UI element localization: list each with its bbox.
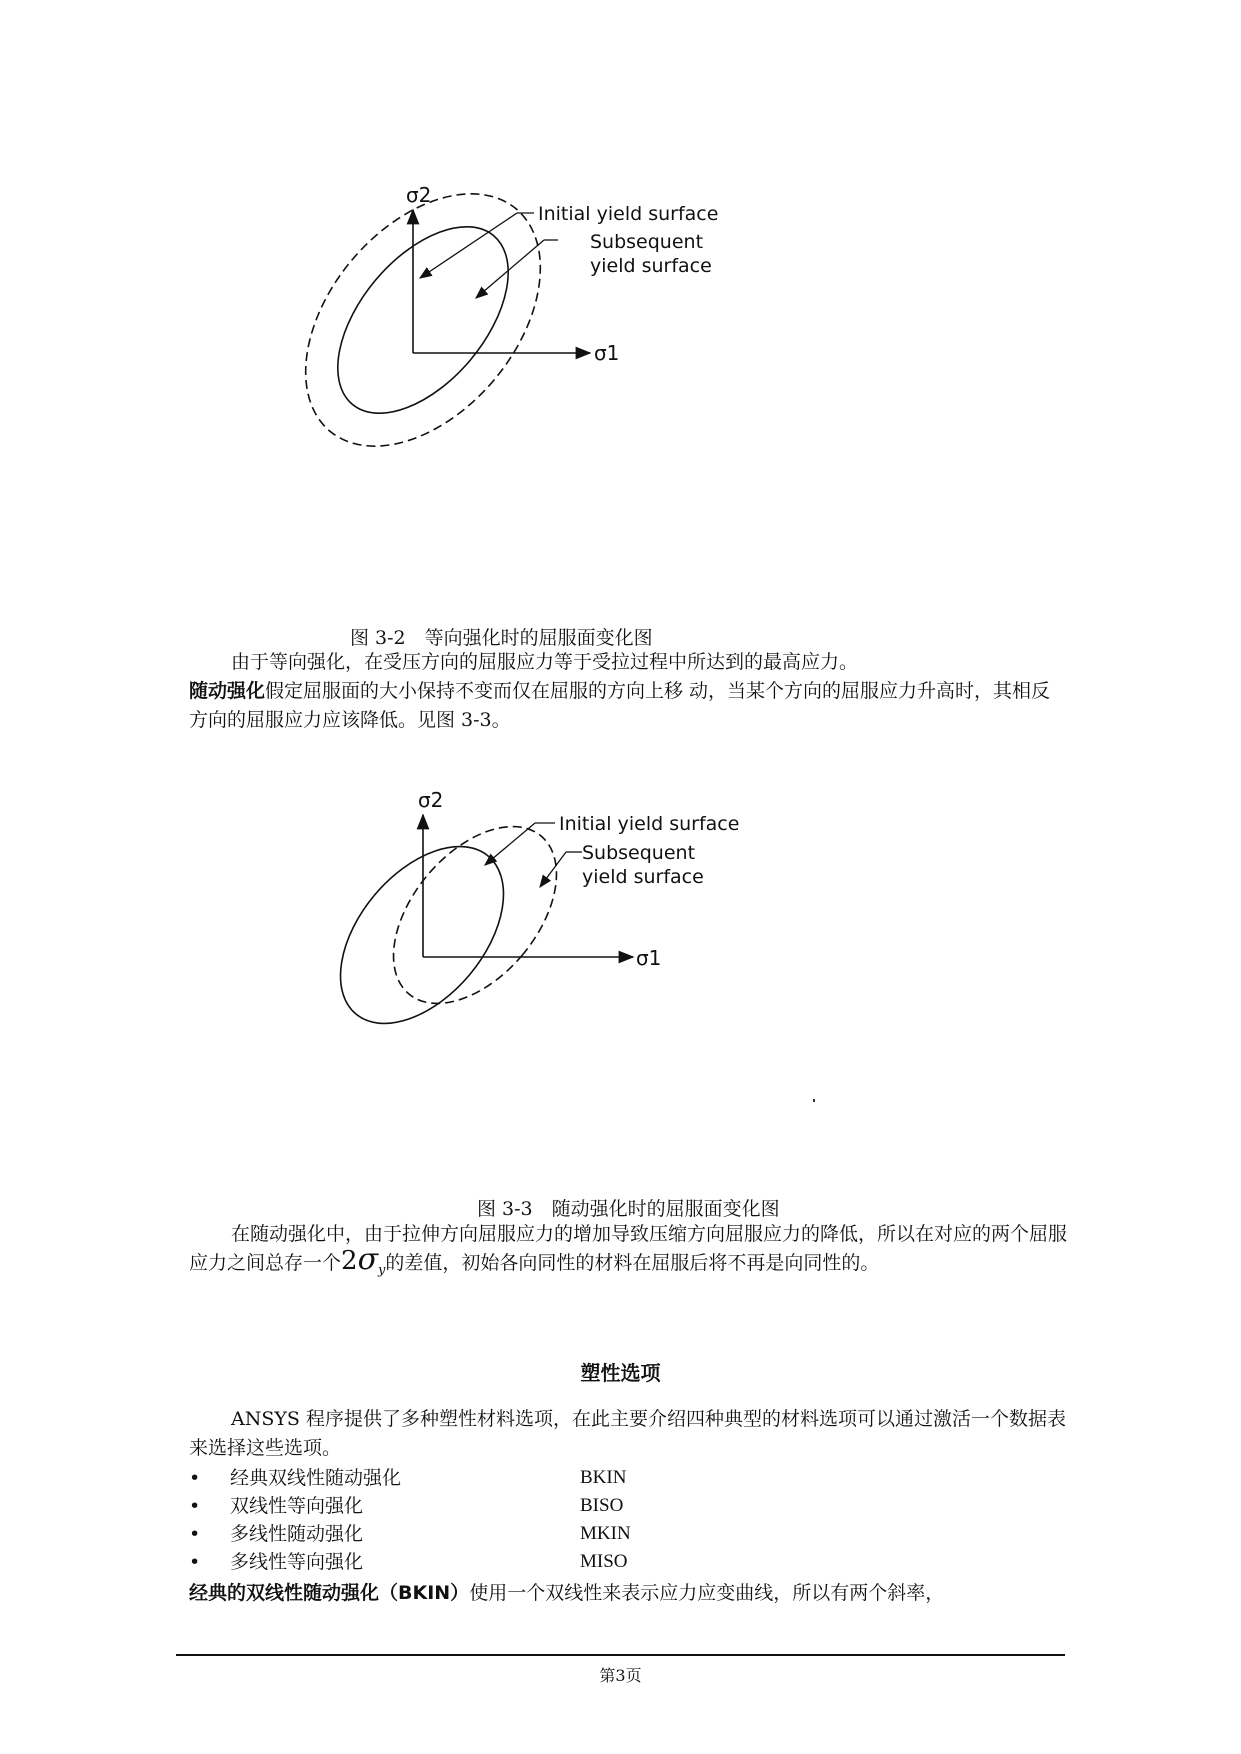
footer-divider bbox=[176, 1654, 1065, 1656]
paragraph-isotropic: 由于等向强化，在受压方向的屈服应力等于受拉过程中所达到的最高应力。 bbox=[231, 651, 859, 673]
bullet: • bbox=[189, 1495, 201, 1517]
formula-coef: 2 bbox=[341, 1246, 358, 1276]
term-kinematic-hardening: 随动强化 bbox=[189, 680, 266, 702]
paragraph-bkin bbox=[189, 1579, 1069, 1608]
subsequent-label-line1: Subsequent bbox=[582, 842, 696, 864]
paragraph-kinematic-detail bbox=[189, 1220, 1069, 1285]
sigma1-label: σ1 bbox=[636, 946, 662, 970]
list-item bbox=[189, 1464, 889, 1492]
figure-kinematic-hardening bbox=[330, 775, 780, 1055]
paragraph-bkin-text: 使用一个双线性来表示应力应变曲线，所以有两个斜率， bbox=[469, 1582, 945, 1604]
figure-caption-1: 图 3-2 等向强化时的屈服面变化图 bbox=[350, 627, 653, 649]
list-item-code: MISO bbox=[580, 1551, 628, 1572]
stray-mark bbox=[813, 1099, 815, 1102]
bullet: • bbox=[189, 1467, 201, 1489]
sigma2-label: σ2 bbox=[406, 183, 432, 207]
list-item bbox=[189, 1492, 889, 1520]
sigma2-label: σ2 bbox=[418, 788, 444, 812]
term-bkin: 经典的双线性随动强化（BKIN） bbox=[189, 1582, 470, 1604]
list-item-code: MKIN bbox=[580, 1523, 631, 1544]
page-number: 第3页 bbox=[599, 1666, 642, 1685]
formula-2sigma-y bbox=[341, 1242, 386, 1278]
subsequent-label-line2: yield surface bbox=[582, 866, 704, 888]
formula-subscript: y bbox=[378, 1263, 386, 1278]
sigma1-label: σ1 bbox=[594, 341, 620, 365]
initial-label: Initial yield surface bbox=[538, 203, 719, 225]
list-item bbox=[189, 1520, 889, 1548]
list-item-text: 双线性等向强化 bbox=[230, 1495, 364, 1517]
subsequent-label-line2: yield surface bbox=[590, 255, 712, 277]
subsequent-yield-surface bbox=[361, 796, 588, 1034]
formula-sigma: σ bbox=[357, 1242, 379, 1277]
list-item-code: BKIN bbox=[580, 1467, 627, 1488]
paragraph-kinematic-detail-after: 的差值，初始各向同性的材料在屈服后将不再是向同性的。 bbox=[385, 1252, 880, 1274]
plasticity-options-list bbox=[189, 1464, 889, 1576]
list-item bbox=[189, 1548, 889, 1576]
figure-isotropic-hardening bbox=[280, 170, 780, 500]
list-item-text: 经典双线性随动强化 bbox=[230, 1467, 402, 1489]
section-heading: 塑性选项 bbox=[580, 1361, 661, 1385]
paragraph-ansys-options: ANSYS 程序提供了多种塑性材料选项，在此主要介绍四种典型的材料选项可以通过激活一个数据表来选择这些选项。 bbox=[189, 1408, 1066, 1459]
list-item-text: 多线性等向强化 bbox=[230, 1551, 364, 1573]
subsequent-label-line1: Subsequent bbox=[590, 231, 704, 253]
bullet: • bbox=[189, 1551, 201, 1573]
paragraph-kinematic-text: 假定屈服面的大小保持不变而仅在屈服的方向上移 动，当某个方向的屈服应力升高时，其相反方向的屈服应力应该降低。见图 3-3。 bbox=[189, 680, 1051, 731]
figure-caption-2: 图 3-3 随动强化时的屈服面变化图 bbox=[477, 1198, 780, 1220]
bullet: • bbox=[189, 1523, 201, 1545]
subsequent-leader bbox=[476, 240, 544, 298]
initial-label: Initial yield surface bbox=[559, 813, 740, 835]
initial-yield-surface bbox=[330, 816, 536, 1054]
subsequent-leader bbox=[540, 852, 566, 887]
paragraph-kinematic-detail-before: 在随动强化中，由于拉伸方向屈服应力的增加导致压缩方向屈服应力的降低，所以在对应的两个屈服应力之间总存一个 bbox=[189, 1223, 1068, 1274]
paragraph-kinematic bbox=[189, 677, 1069, 735]
list-item-code: BISO bbox=[580, 1495, 624, 1516]
initial-yield-surface bbox=[305, 196, 541, 444]
list-item-text: 多线性随动强化 bbox=[230, 1523, 364, 1545]
